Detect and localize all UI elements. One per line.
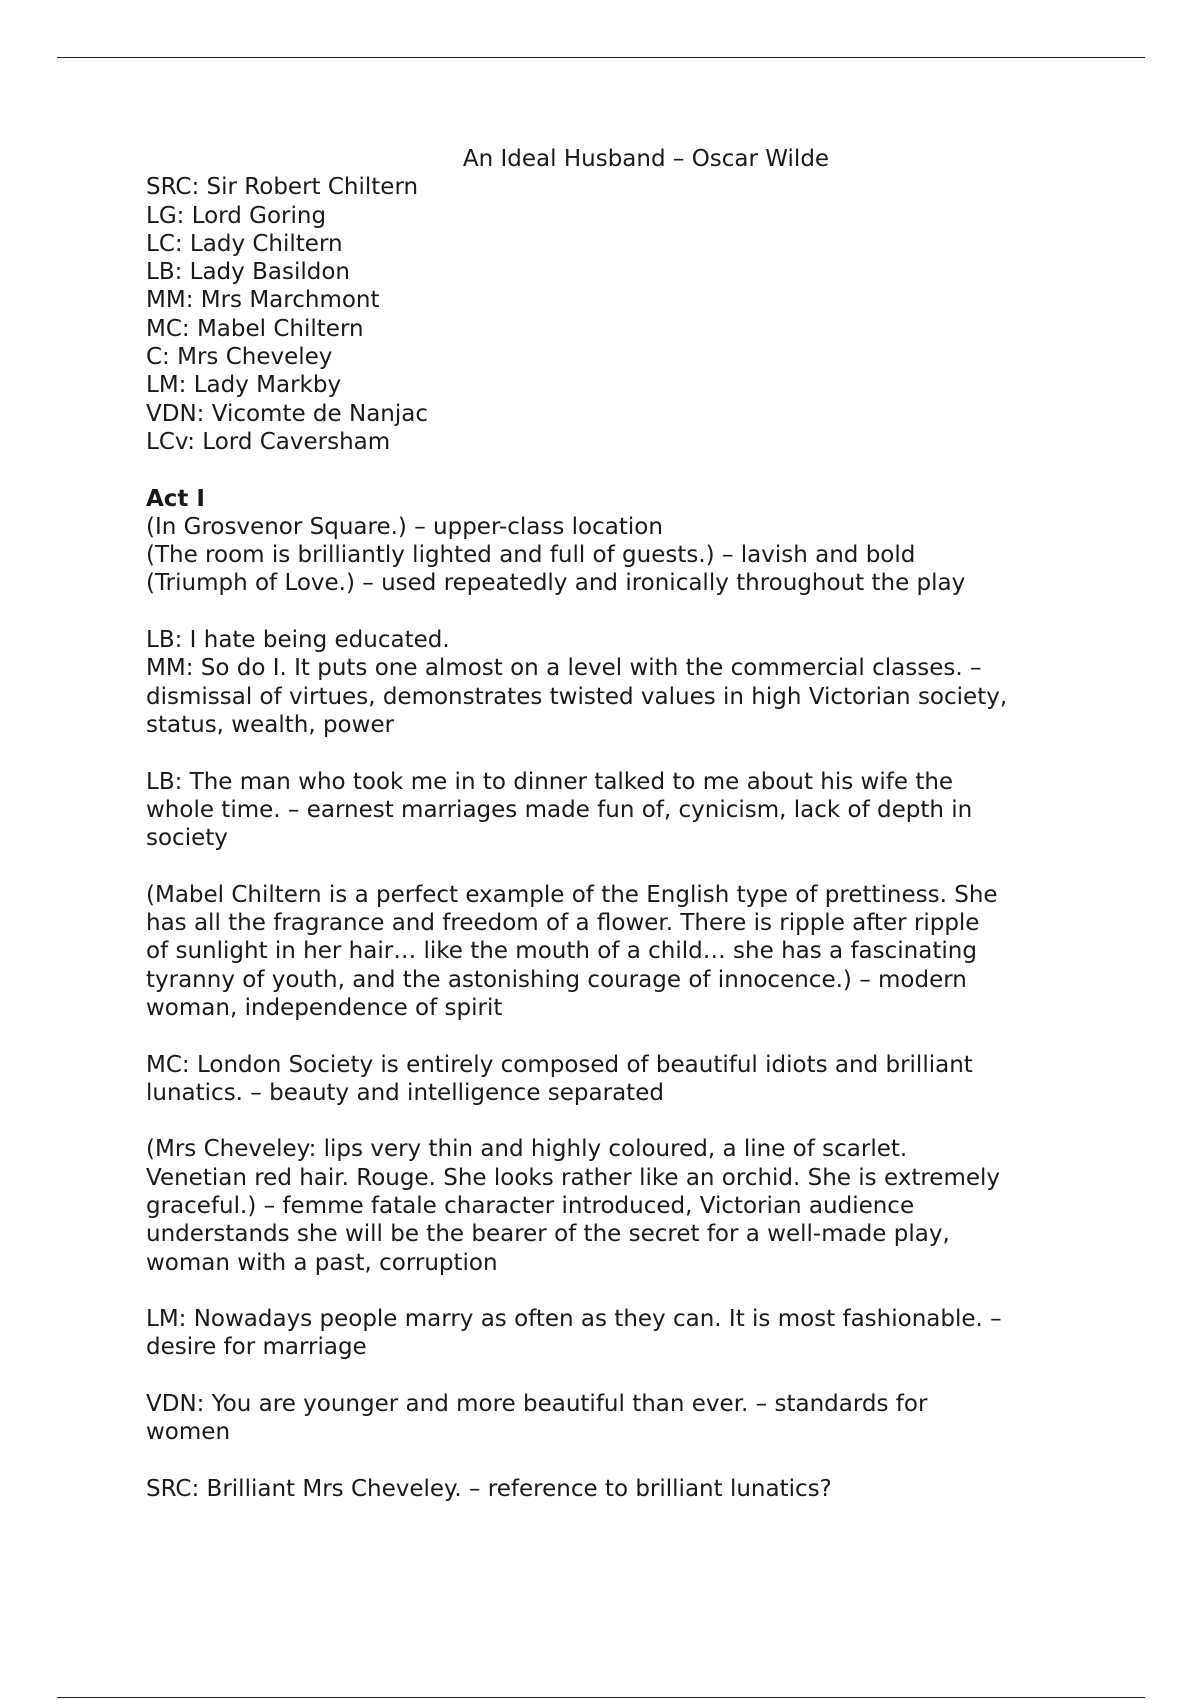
stage-note: (Triumph of Love.) – used repeatedly and ironically throughout the play (146, 570, 966, 597)
act-heading: Act I (146, 485, 205, 512)
character-entry: LB: Lady Basildon (146, 259, 350, 286)
quote-block (146, 1475, 1076, 1503)
character-entry: LM: Lady Markby (146, 372, 342, 399)
quote-block (146, 1390, 1076, 1447)
stage-note: (The room is brilliantly lighted and full of guests.) – lavish and bold (146, 542, 916, 569)
quote-line: graceful.) – femme fatale character introduced, Victorian audience (146, 1192, 915, 1219)
quote-line: (Mrs Cheveley: lips very thin and highly coloured, a line of scarlet. (146, 1136, 908, 1163)
stage-note: (In Grosvenor Square.) – upper-class location (146, 513, 663, 540)
quote-block (146, 1051, 1076, 1108)
quote-line: desire for marriage (146, 1334, 367, 1361)
top-rule (57, 57, 1145, 58)
quote-line: Venetian red hair. Rouge. She looks rather like an orchid. She is extremely (146, 1164, 1001, 1191)
quote-line: VDN: You are younger and more beautiful than ever. – standards for (146, 1391, 928, 1418)
character-entry: VDN: Vicomte de Nanjac (146, 400, 428, 427)
stage-notes (146, 513, 1076, 598)
character-entry: LCv: Lord Caversham (146, 428, 391, 455)
quote-line: whole time. – earnest marriages made fun of, cynicism, lack of depth in (146, 796, 973, 823)
quote-line: LB: I hate being educated. (146, 627, 450, 654)
document-body (146, 145, 1076, 1503)
character-entry: MM: Mrs Marchmont (146, 287, 380, 314)
document-title: An Ideal Husband – Oscar Wilde (462, 146, 830, 172)
quote-block (146, 768, 1076, 853)
quote-line: dismissal of virtues, demonstrates twisted values in high Victorian society, (146, 683, 1008, 710)
quote-line: society (146, 825, 228, 852)
quote-line: has all the fragrance and freedom of a flower. There is ripple after ripple (146, 910, 980, 937)
quote-line: woman, independence of spirit (146, 994, 503, 1021)
character-entry: LC: Lady Chiltern (146, 230, 343, 257)
quote-line: woman with a past, corruption (146, 1249, 498, 1276)
quote-line: tyranny of youth, and the astonishing courage of innocence.) – modern (146, 966, 967, 993)
quote-block (146, 881, 1076, 1022)
quote-block (146, 626, 1076, 739)
quote-line: lunatics. – beauty and intelligence separated (146, 1079, 664, 1106)
character-entry: MC: Mabel Chiltern (146, 315, 364, 342)
bottom-rule (57, 1697, 1145, 1698)
character-list (146, 173, 1076, 456)
character-entry: LG: Lord Goring (146, 202, 327, 229)
quote-line: MM: So do I. It puts one almost on a level with the commercial classes. – (146, 655, 982, 682)
quote-line: status, wealth, power (146, 711, 395, 738)
quote-line: (Mabel Chiltern is a perfect example of the English type of prettiness. She (146, 881, 998, 908)
quote-line: LM: Nowadays people marry as often as they can. It is most fashionable. – (146, 1306, 1002, 1333)
quote-line: LB: The man who took me in to dinner talked to me about his wife the (146, 768, 954, 795)
character-entry: C: Mrs Cheveley (146, 344, 333, 371)
quote-line: of sunlight in her hair… like the mouth of a child… she has a fascinating (146, 938, 977, 965)
quote-block (146, 1135, 1076, 1276)
quote-line: women (146, 1419, 231, 1446)
quote-block (146, 1305, 1076, 1362)
quote-line: MC: London Society is entirely composed of beautiful idiots and brilliant (146, 1051, 973, 1078)
quote-line: SRC: Brilliant Mrs Cheveley. – reference to brilliant lunatics? (146, 1475, 832, 1502)
character-entry: SRC: Sir Robert Chiltern (146, 174, 419, 201)
quote-line: understands she will be the bearer of the secret for a well-made play, (146, 1221, 950, 1248)
